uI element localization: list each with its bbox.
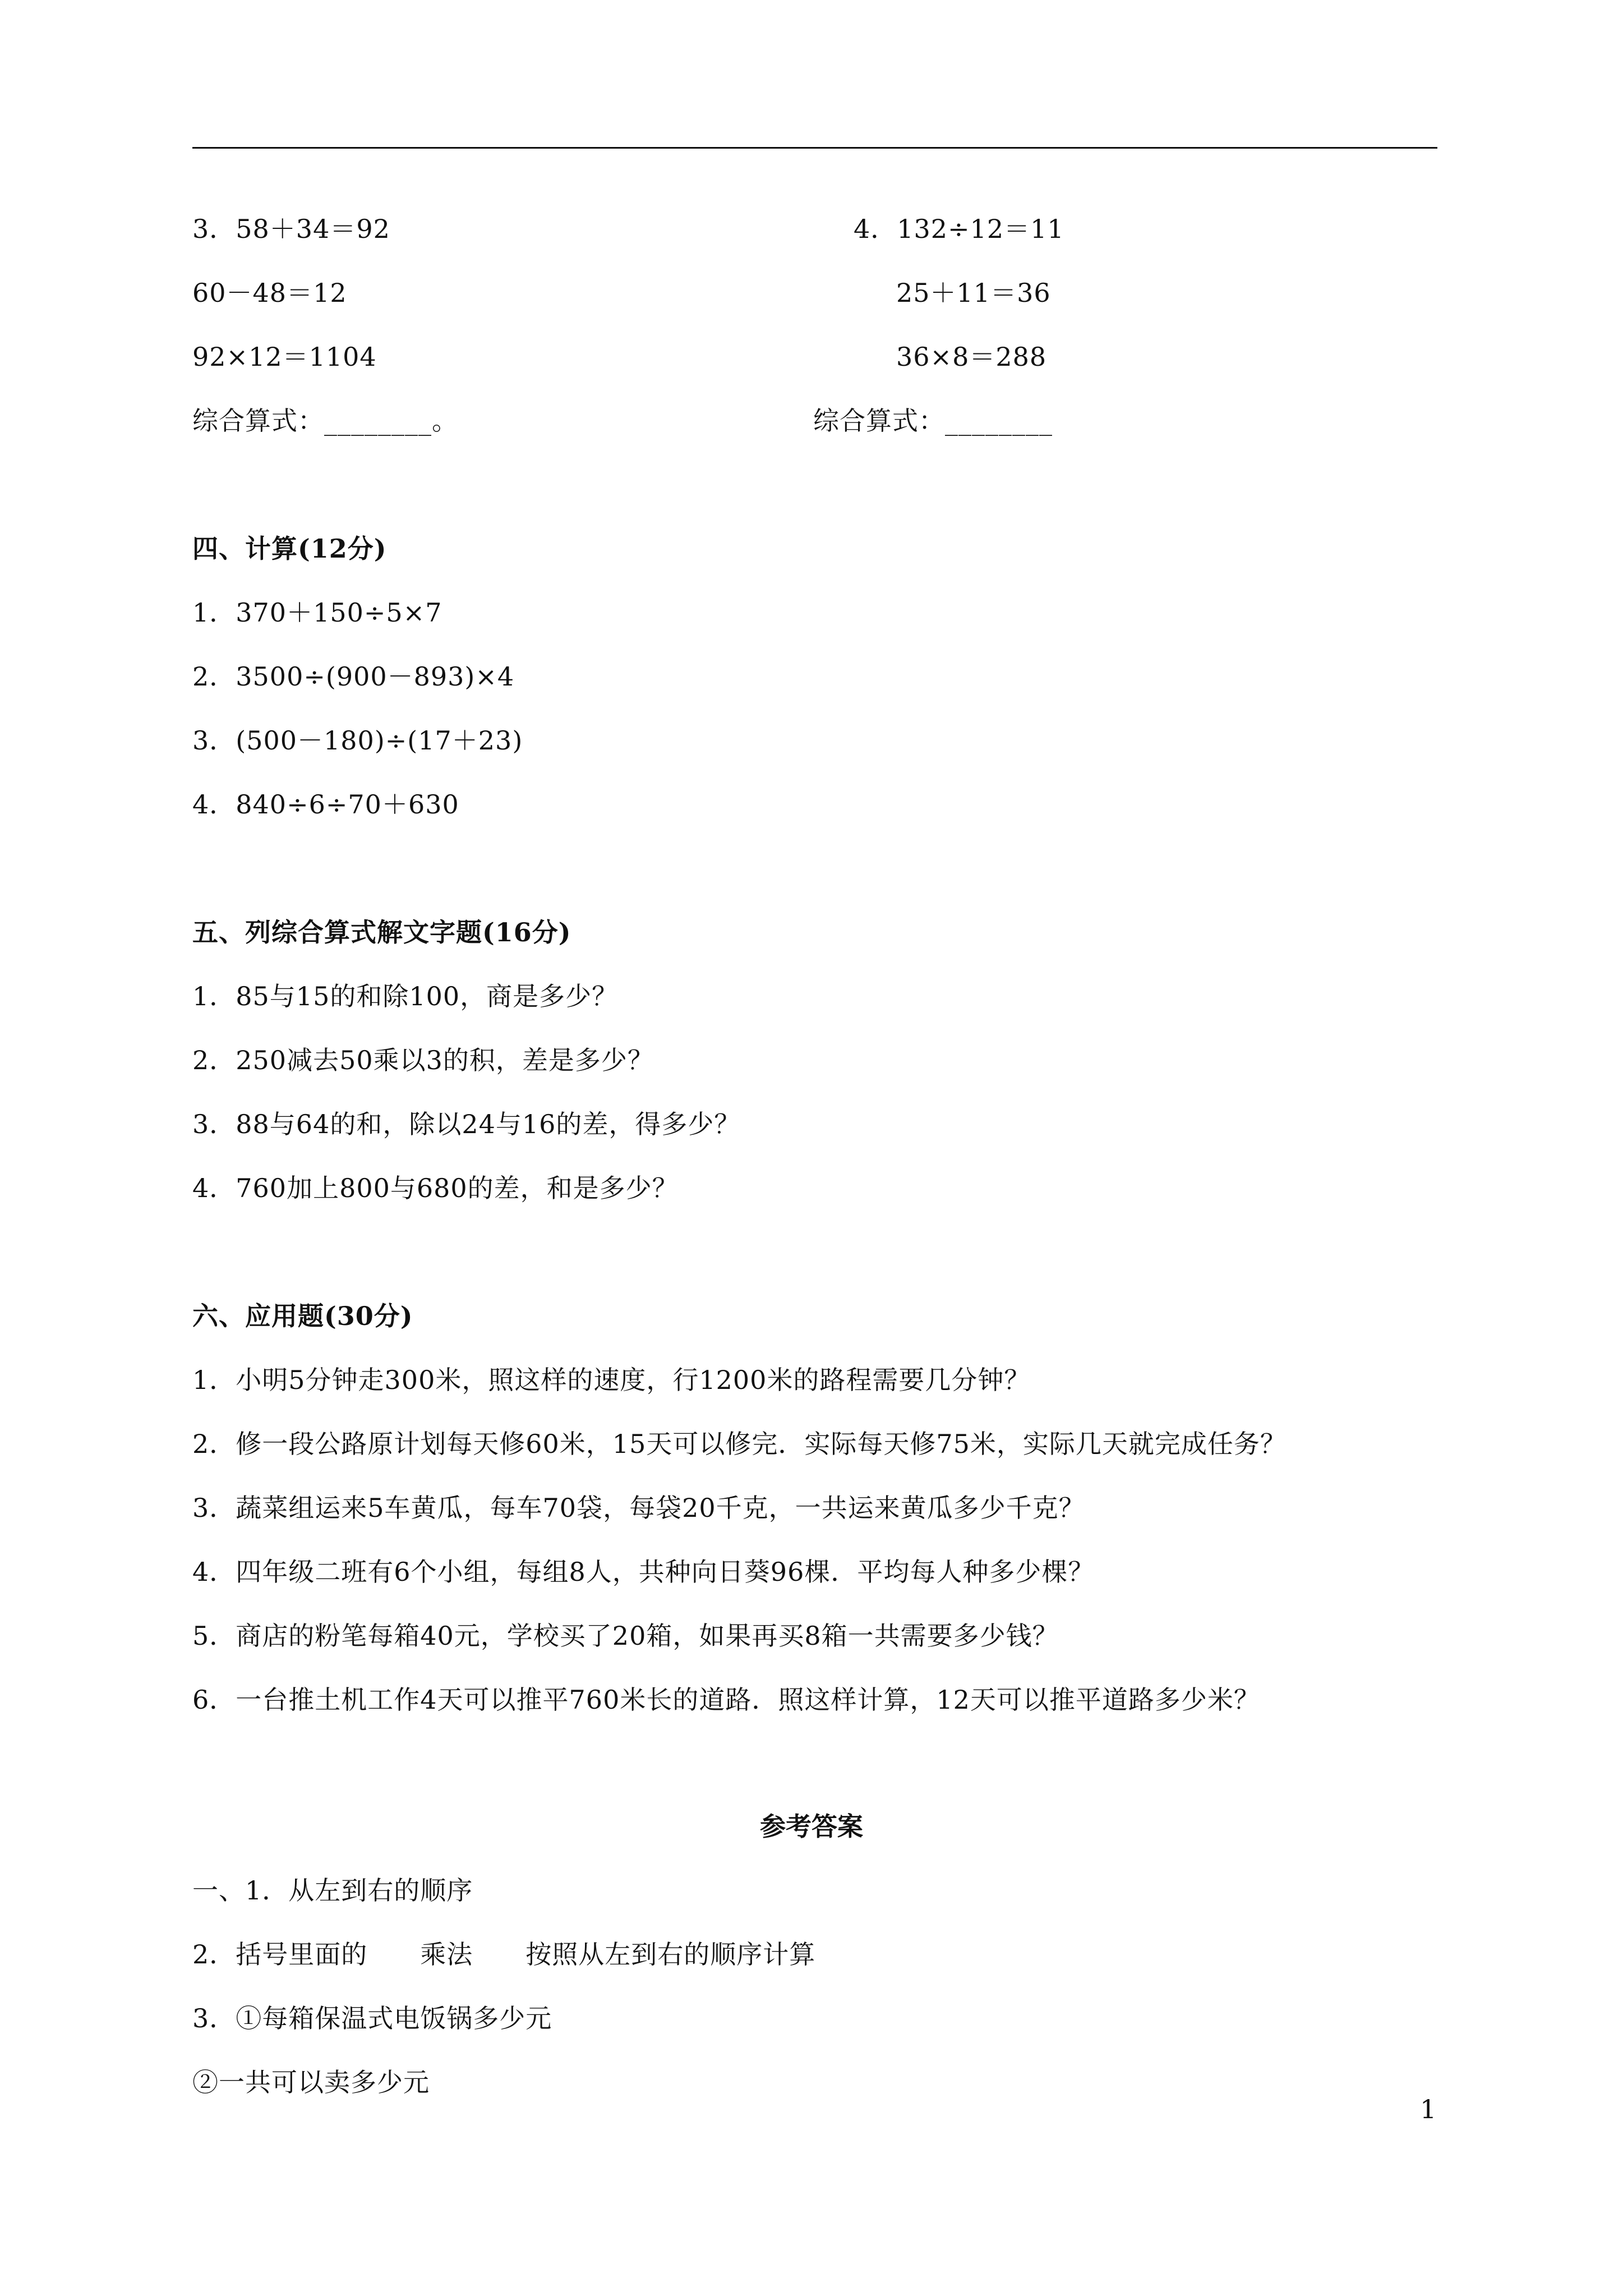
header-rule bbox=[192, 147, 1437, 149]
s4-item-2: 2．3500÷(900－893)×4 bbox=[192, 661, 515, 692]
s3-left-line-1: 3．58＋34＝92 bbox=[192, 214, 390, 244]
s3-left-line-4: 综合算式：________。 bbox=[192, 406, 458, 436]
s3-right-line-4: 综合算式：________ bbox=[813, 406, 1053, 436]
s5-item-4: 4．760加上800与680的差，和是多少？ bbox=[192, 1173, 679, 1203]
answer-line-1: 一、1．从左到右的顺序 bbox=[192, 1875, 473, 1906]
s6-item-6: 6．一台推土机工作4天可以推平760米长的道路．照这样计算，12天可以推平道路多少米？ bbox=[192, 1685, 1260, 1715]
s5-item-1: 1．85与15的和除100，商是多少？ bbox=[192, 981, 619, 1011]
s5-item-3: 3．88与64的和，除以24与16的差，得多少？ bbox=[192, 1109, 741, 1139]
section-4-heading: 四、计算(12分) bbox=[192, 533, 387, 564]
s3-left-line-3: 92×12＝1104 bbox=[192, 342, 377, 372]
s3-right-line-1: 4．132÷12＝11 bbox=[854, 214, 1064, 244]
s3-right-line-3: 36×8＝288 bbox=[896, 342, 1047, 372]
answers-title: 参考答案 bbox=[760, 1811, 863, 1842]
s4-item-3: 3．(500－180)÷(17＋23) bbox=[192, 725, 523, 756]
s6-item-5: 5．商店的粉笔每箱40元，学校买了20箱，如果再买8箱一共需要多少钱？ bbox=[192, 1621, 1059, 1651]
s3-left-line-2: 60－48＝12 bbox=[192, 278, 347, 308]
answer-line-2: 2．括号里面的 乘法 按照从左到右的顺序计算 bbox=[192, 1939, 816, 1970]
s6-item-2: 2．修一段公路原计划每天修60米，15天可以修完．实际每天修75米，实际几天就完成任务？ bbox=[192, 1429, 1287, 1459]
s4-item-1: 1．370＋150÷5×7 bbox=[192, 597, 442, 628]
answer-line-3: 3．①每箱保温式电饭锅多少元 bbox=[192, 2003, 552, 2033]
s3-right-line-2: 25＋11＝36 bbox=[896, 278, 1051, 308]
s5-item-2: 2．250减去50乘以3的积，差是多少？ bbox=[192, 1045, 654, 1075]
s4-item-4: 4．840÷6÷70＋630 bbox=[192, 789, 459, 820]
section-5-heading: 五、列综合算式解文字题(16分) bbox=[192, 917, 571, 947]
s6-item-1: 1．小明5分钟走300米，照这样的速度，行1200米的路程需要几分钟？ bbox=[192, 1365, 1031, 1395]
s6-item-3: 3．蔬菜组运来5车黄瓜，每车70袋，每袋20千克，一共运来黄瓜多少千克？ bbox=[192, 1493, 1085, 1523]
answer-line-4: ②一共可以卖多少元 bbox=[192, 2067, 430, 2097]
page-number: 1 bbox=[1420, 2094, 1437, 2124]
s6-item-4: 4．四年级二班有6个小组，每组8人，共种向日葵96棵．平均每人种多少棵？ bbox=[192, 1557, 1095, 1587]
section-6-heading: 六、应用题(30分) bbox=[192, 1301, 413, 1331]
